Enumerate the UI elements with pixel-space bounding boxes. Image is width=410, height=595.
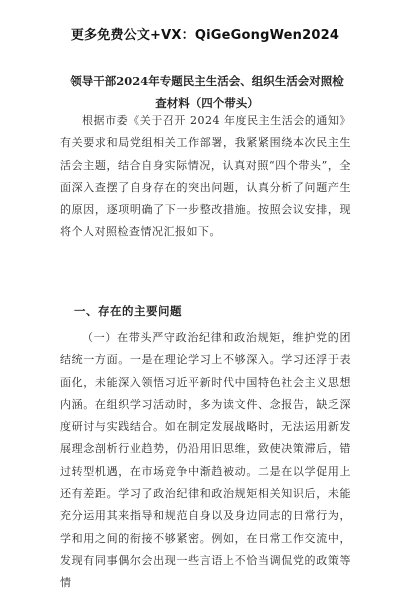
section-heading: 一、存在的主要问题 — [74, 304, 182, 318]
body-paragraph: （一）在带头严守政治纪律和政治规矩，维护党的团结统一方面。一是在理论学习上不够深入。学习还浮于表面化，未能深入领悟习近平新时代中国特色社会主义思想内涵。在组织学习活动时，多为读文件、念报告，缺乏深度研讨与实践结合。如在制定发展战略时，无法运用新发展理念剖析行业趋势，仍沿用旧思维，致使决策滞后，错过转型机遇，在市场竞争中渐趋被动。二是在以学促用上还有差距。学习了政治纪律和政治规矩相关知识后，未能充分运用其来指导和规范自身以及身边同志的日常行为，学和用之间的衔接不够紧密。例如，在日常工作交流中，发现有同事偶尔会出现一些言语上不恰当调侃党的政策等情 — [60, 331, 351, 590]
watermark-header: 更多免费公文+VX：QiGeGongWen2024 — [70, 28, 340, 43]
intro-paragraph: 根据市委《关于召开 2024 年度民主生活会的通知》有关要求和局党组相关工作部署，我紧紧围绕本次民主生活会主题，结合自身实际情况，认真对照“四个带头”，全面深入查摆了自身存在的突出问题，认真分析了问题产生的原因，逐项明确了下一步整改措施。按照会议安排，现将个人对照检查情况汇报如下。 — [60, 114, 351, 239]
document-title: 领导干部2024年专题民主生活会、组织生活会对照检查材料（四个带头） — [70, 74, 344, 110]
